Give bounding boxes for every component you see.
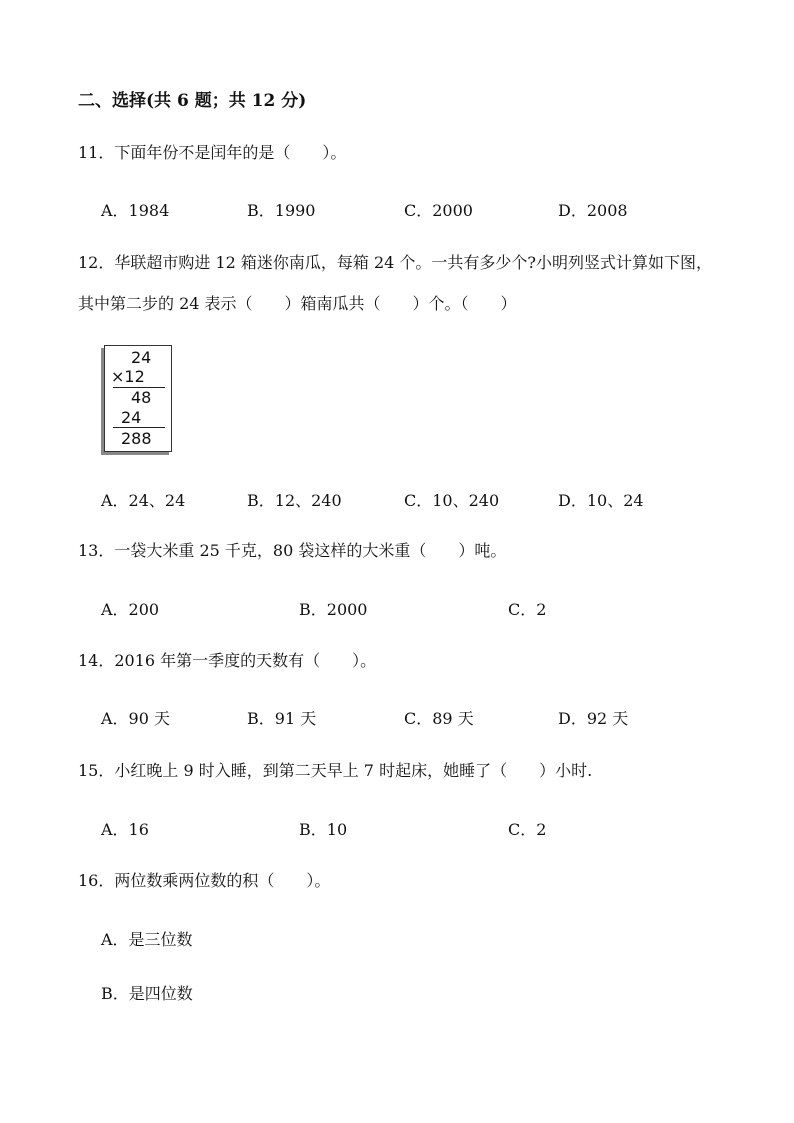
q16-option-a[interactable]: A．是三位数 xyxy=(101,930,193,949)
q14-option-c[interactable]: C．89 天 xyxy=(404,709,474,728)
calc-partial-product-2: 24 xyxy=(121,408,142,427)
q14-option-b[interactable]: B．91 天 xyxy=(247,709,317,728)
calc-result: 288 xyxy=(121,429,152,448)
q11-option-b[interactable]: B．1990 xyxy=(247,201,316,220)
q13-option-a[interactable]: A．200 xyxy=(101,600,160,619)
question-11: 11．下面年份不是闰年的是（ ）。 xyxy=(78,143,347,162)
vertical-multiplication-figure xyxy=(104,345,172,452)
q11-option-c[interactable]: C．2000 xyxy=(404,201,473,220)
q14-option-d[interactable]: D．92 天 xyxy=(558,709,629,728)
q15-option-a[interactable]: A．16 xyxy=(101,820,149,839)
q11-option-d[interactable]: D．2008 xyxy=(558,201,628,220)
q12-option-b[interactable]: B．12、240 xyxy=(247,491,342,510)
q16-option-b[interactable]: B．是四位数 xyxy=(101,984,193,1003)
q12-option-c[interactable]: C．10、240 xyxy=(404,491,500,510)
q13-option-c[interactable]: C．2 xyxy=(508,600,547,619)
section-title: 二、选择(共 6 题；共 12 分) xyxy=(78,91,307,111)
calc-multiplicand: 24 xyxy=(131,348,152,367)
q12-option-a[interactable]: A．24、24 xyxy=(101,491,186,510)
question-15: 15．小红晚上 9 时入睡，到第二天早上 7 时起床，她睡了（ ）小时. xyxy=(78,761,593,780)
question-13: 13．一袋大米重 25 千克，80 袋这样的大米重（ ）吨。 xyxy=(78,541,507,560)
calc-multiplier: ×12 xyxy=(111,367,145,386)
calc-partial-product-1: 48 xyxy=(131,388,152,407)
q12-option-d[interactable]: D．10、24 xyxy=(558,491,644,510)
question-12: 12．华联超市购进 12 箱迷你南瓜，每箱 24 个。一共有多少个?小明列竖式计算如下图，其中第二步的 24 表示（ ）箱南瓜共（ ）个。（ ） xyxy=(78,253,713,313)
q13-option-b[interactable]: B．2000 xyxy=(299,600,368,619)
q15-option-b[interactable]: B．10 xyxy=(299,820,348,839)
question-16: 16．两位数乘两位数的积（ ）。 xyxy=(78,871,331,890)
q15-option-c[interactable]: C．2 xyxy=(508,820,547,839)
q11-option-a[interactable]: A．1984 xyxy=(101,201,170,220)
q14-option-a[interactable]: A．90 天 xyxy=(101,709,171,728)
question-14: 14．2016 年第一季度的天数有（ ）。 xyxy=(78,651,377,670)
